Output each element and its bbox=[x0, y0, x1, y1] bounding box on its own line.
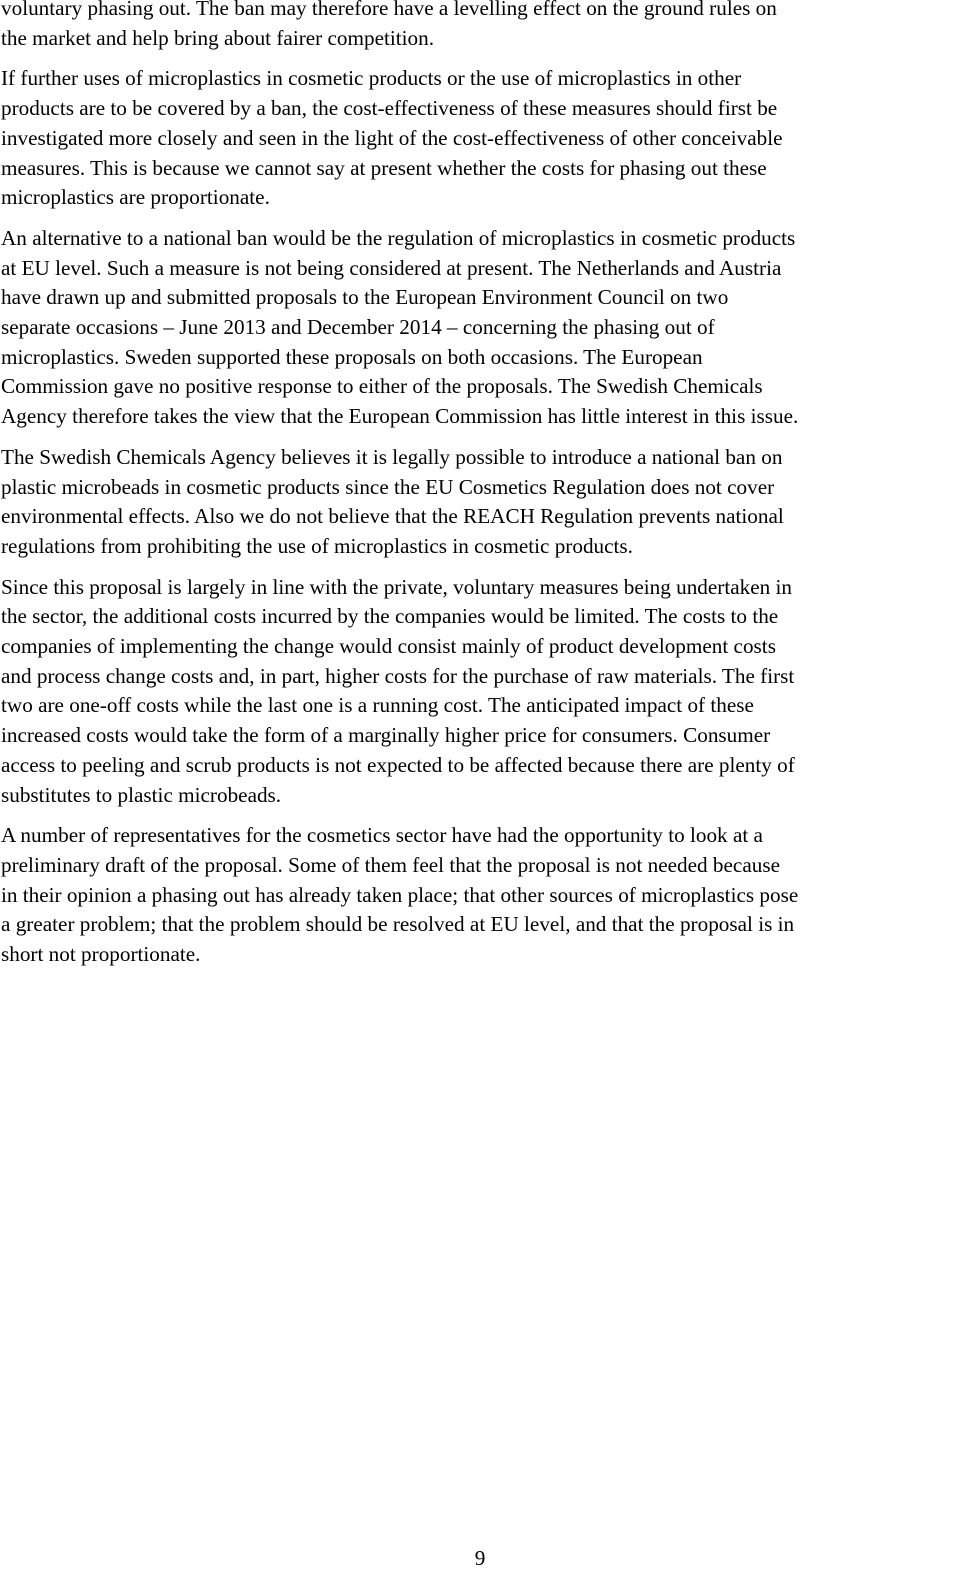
text-line: A number of representatives for the cosmetics sector have had the opportunity to look at a bbox=[1, 823, 763, 848]
text-line: The Swedish Chemicals Agency believes it is legally possible to introduce a national ban on bbox=[1, 444, 783, 469]
text-line: preliminary draft of the proposal. Some of them feel that the proposal is not needed because bbox=[1, 852, 780, 877]
document-body bbox=[1, 0, 953, 981]
text-line: Agency therefore takes the view that the European Commission has little interest in this issue. bbox=[1, 404, 799, 429]
text-line: Since this proposal is largely in line with the private, voluntary measures being undertaken in bbox=[1, 574, 793, 599]
text-line: regulations from prohibiting the use of microplastics in cosmetic products. bbox=[1, 533, 633, 558]
text-line: companies of implementing the change would consist mainly of product development costs bbox=[1, 634, 776, 659]
text-line: the market and help bring about fairer competition. bbox=[1, 25, 435, 50]
page-number: 9 bbox=[474, 1546, 486, 1570]
paragraph bbox=[1, 64, 953, 213]
paragraph bbox=[1, 224, 953, 432]
text-line: plastic microbeads in cosmetic products since the EU Cosmetics Regulation does not cover bbox=[1, 474, 775, 499]
text-line: a greater problem; that the problem should be resolved at EU level, and that the proposal is in bbox=[1, 912, 795, 937]
paragraph bbox=[1, 0, 953, 53]
text-line: products are to be covered by a ban, the cost-effectiveness of these measures should first be bbox=[1, 96, 778, 121]
text-line: two are one-off costs while the last one is a running cost. The anticipated impact of these bbox=[1, 693, 754, 718]
text-line: environmental effects. Also we do not believe that the REACH Regulation prevents national bbox=[1, 504, 784, 529]
text-line: and process change costs and, in part, higher costs for the purchase of raw materials. The first bbox=[1, 663, 795, 688]
text-line: at EU level. Such a measure is not being considered at present. The Netherlands and Austria bbox=[1, 255, 782, 280]
text-line: access to peeling and scrub products is not expected to be affected because there are plenty of bbox=[1, 752, 795, 777]
text-line: in their opinion a phasing out has already taken place; that other sources of microplastics pose bbox=[1, 882, 799, 907]
text-line: An alternative to a national ban would be the regulation of microplastics in cosmetic products bbox=[1, 225, 796, 250]
text-line: the sector, the additional costs incurred by the companies would be limited. The costs to the bbox=[1, 604, 779, 629]
text-line: microplastics. Sweden supported these proposals on both occasions. The European bbox=[1, 344, 703, 369]
text-line: substitutes to plastic microbeads. bbox=[1, 782, 282, 807]
text-line: investigated more closely and seen in the light of the cost-effectiveness of other conceivable bbox=[1, 125, 783, 150]
text-line: Commission gave no positive response to either of the proposals. The Swedish Chemicals bbox=[1, 374, 763, 399]
text-line: If further uses of microplastics in cosmetic products or the use of microplastics in other bbox=[1, 66, 742, 91]
text-line: measures. This is because we cannot say at present whether the costs for phasing out these bbox=[1, 155, 767, 180]
text-line: increased costs would take the form of a marginally higher price for consumers. Consumer bbox=[1, 723, 771, 748]
text-line: short not proportionate. bbox=[1, 942, 201, 967]
paragraph bbox=[1, 443, 953, 562]
text-line: separate occasions – June 2013 and December 2014 – concerning the phasing out of bbox=[1, 315, 715, 340]
paragraph bbox=[1, 821, 953, 970]
paragraph bbox=[1, 573, 953, 811]
text-line: microplastics are proportionate. bbox=[1, 185, 270, 210]
text-line: have drawn up and submitted proposals to the European Environment Council on two bbox=[1, 285, 729, 310]
text-line: voluntary phasing out. The ban may therefore have a levelling effect on the ground rules on bbox=[1, 0, 777, 20]
